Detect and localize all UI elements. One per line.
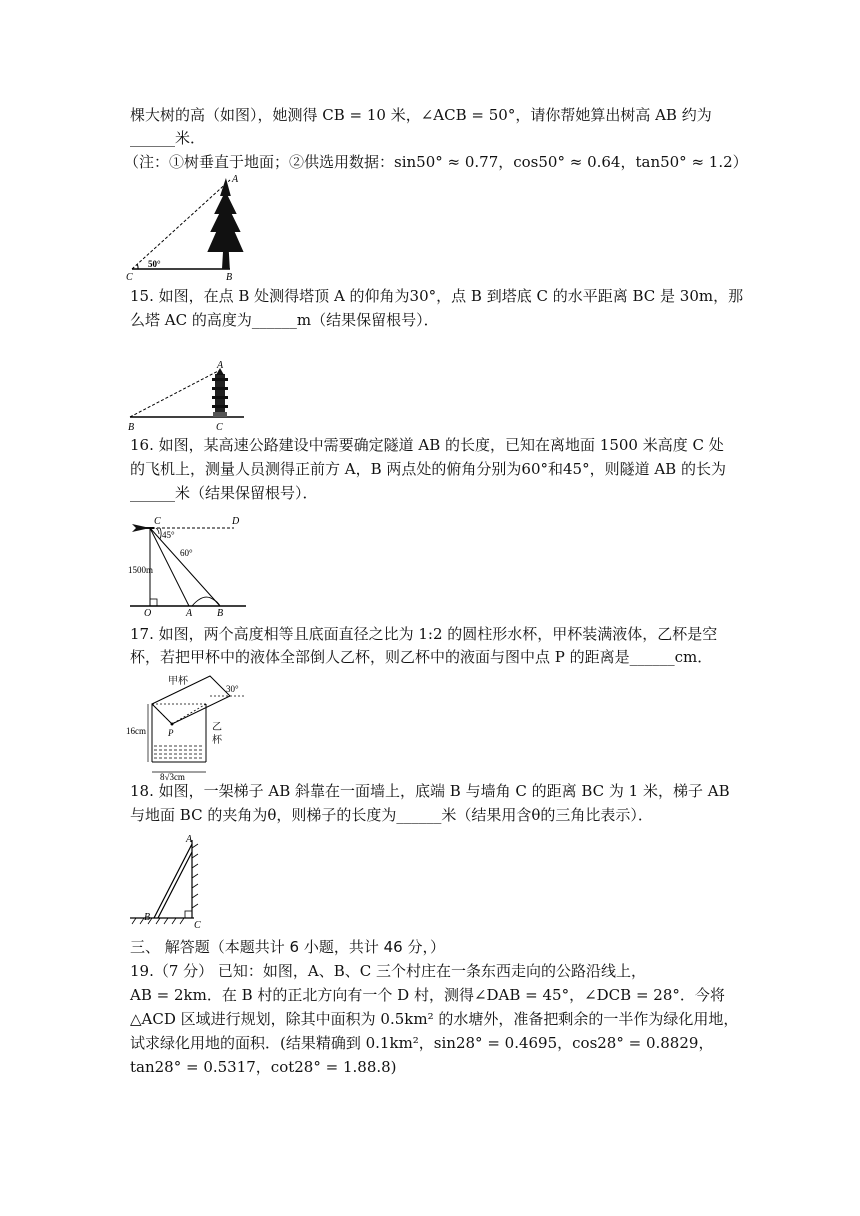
- q18-text-line1: 18. 如图，一架梯子 AB 斜靠在一面墙上，底端 B 与墙角 C 的距离 BC 为 1 米，梯子 AB: [130, 782, 730, 800]
- q14-label-b: B: [226, 272, 233, 283]
- q15-tower-figure: [126, 360, 246, 432]
- q17-angle-label: 30°: [226, 684, 239, 694]
- section3-heading: 三、 解答题（本题共计 6 小题，共计 46 分，）: [130, 938, 445, 956]
- q17-label-p: P: [168, 728, 174, 738]
- q17-text-line1: 17. 如图，两个高度相等且底面直径之比为 1:2 的圆柱形水杯，甲杯装满液体，乙杯是空: [130, 625, 718, 643]
- q19-text-line2: AB = 2km．在 B 村的正北方向有一个 D 村，测得∠DAB = 45°，∠DCB = 28°．今将: [130, 986, 725, 1004]
- q14-text-line2: ______米．: [130, 129, 206, 147]
- q14-tree-figure: [126, 174, 246, 282]
- q17-height-label: 16cm: [126, 726, 146, 736]
- q16-label-c: C: [154, 516, 161, 527]
- q16-plane-figure: [126, 512, 250, 618]
- q17-width-label: 8√3cm: [160, 772, 185, 782]
- q15-label-c: C: [216, 422, 223, 433]
- q15-label-a: A: [217, 360, 224, 371]
- q19-text-line4: 试求绿化用地的面积．(结果精确到 0.1km²，sin28° = 0.4695，cos28° = 0.8829，: [130, 1034, 714, 1052]
- q15-text-line1: 15. 如图，在点 B 处测得塔顶 A 的仰角为30°，点 B 到塔底 C 的水平距离 BC 是 30m，那: [130, 287, 744, 305]
- q17-cup-a-label: 甲杯: [168, 676, 188, 687]
- q16-text-line2: 的飞机上，测量人员测得正前方 A，B 两点处的俯角分别为60°和45°，则隧道 AB 的长为: [130, 460, 726, 478]
- q16-angle-45: 45°: [162, 530, 175, 540]
- q17-cup-b-label-2: 杯: [212, 735, 222, 746]
- q14-label-a: A: [232, 174, 239, 185]
- q18-text-line2: 与地面 BC 的夹角为θ，则梯子的长度为______米（结果用含θ的三角比表示）．: [130, 806, 653, 824]
- q16-label-d: D: [232, 516, 240, 527]
- q16-text-line3: ______米（结果保留根号）．: [130, 484, 318, 502]
- q15-text-line2: 么塔 AC 的高度为______m（结果保留根号）．: [130, 311, 439, 329]
- q18-label-c: C: [194, 920, 201, 931]
- q16-label-b: B: [217, 608, 224, 619]
- q16-height-label: 1500m: [128, 565, 154, 575]
- q19-text-line3: △ACD 区域进行规划，除其中面积为 0.5km² 的水塘外，准备把剩余的一半作为绿化用地，: [130, 1010, 739, 1028]
- q14-text-line1: 棵大树的高（如图），她测得 CB = 10 米，∠ACB = 50°，请你帮她算出树高 AB 约为: [130, 106, 712, 124]
- q18-label-b: B: [144, 912, 151, 923]
- q17-cups-figure: [126, 670, 252, 782]
- q14-note: （注：①树垂直于地面；②供选用数据：sin50° ≈ 0.77，cos50° ≈ 0.64，tan50° ≈ 1.2）: [124, 153, 748, 171]
- q16-label-o: O: [144, 608, 152, 619]
- q15-label-b: B: [128, 422, 135, 433]
- q18-label-a: A: [186, 834, 193, 845]
- q16-angle-60: 60°: [180, 548, 193, 558]
- q14-angle-label: 50°: [148, 259, 161, 269]
- q17-cup-b-label-1: 乙: [212, 722, 222, 733]
- q16-text-line1: 16. 如图，某高速公路建设中需要确定隧道 AB 的长度，已知在离地面 1500 米高度 C 处: [130, 436, 724, 454]
- q19-text-line5: tan28° = 0.5317，cot28° = 1.88.8): [130, 1058, 397, 1076]
- q19-text-line1: 19.（7 分） 已知：如图，A、B、C 三个村庄在一条东西走向的公路沿线上，: [130, 962, 647, 980]
- q14-label-c: C: [126, 272, 133, 283]
- q16-label-a: A: [186, 608, 193, 619]
- q18-ladder-figure: [126, 830, 216, 934]
- q17-text-line2: 杯，若把甲杯中的液体全部倒人乙杯，则乙杯中的液面与图中点 P 的距离是______cm．: [130, 648, 713, 666]
